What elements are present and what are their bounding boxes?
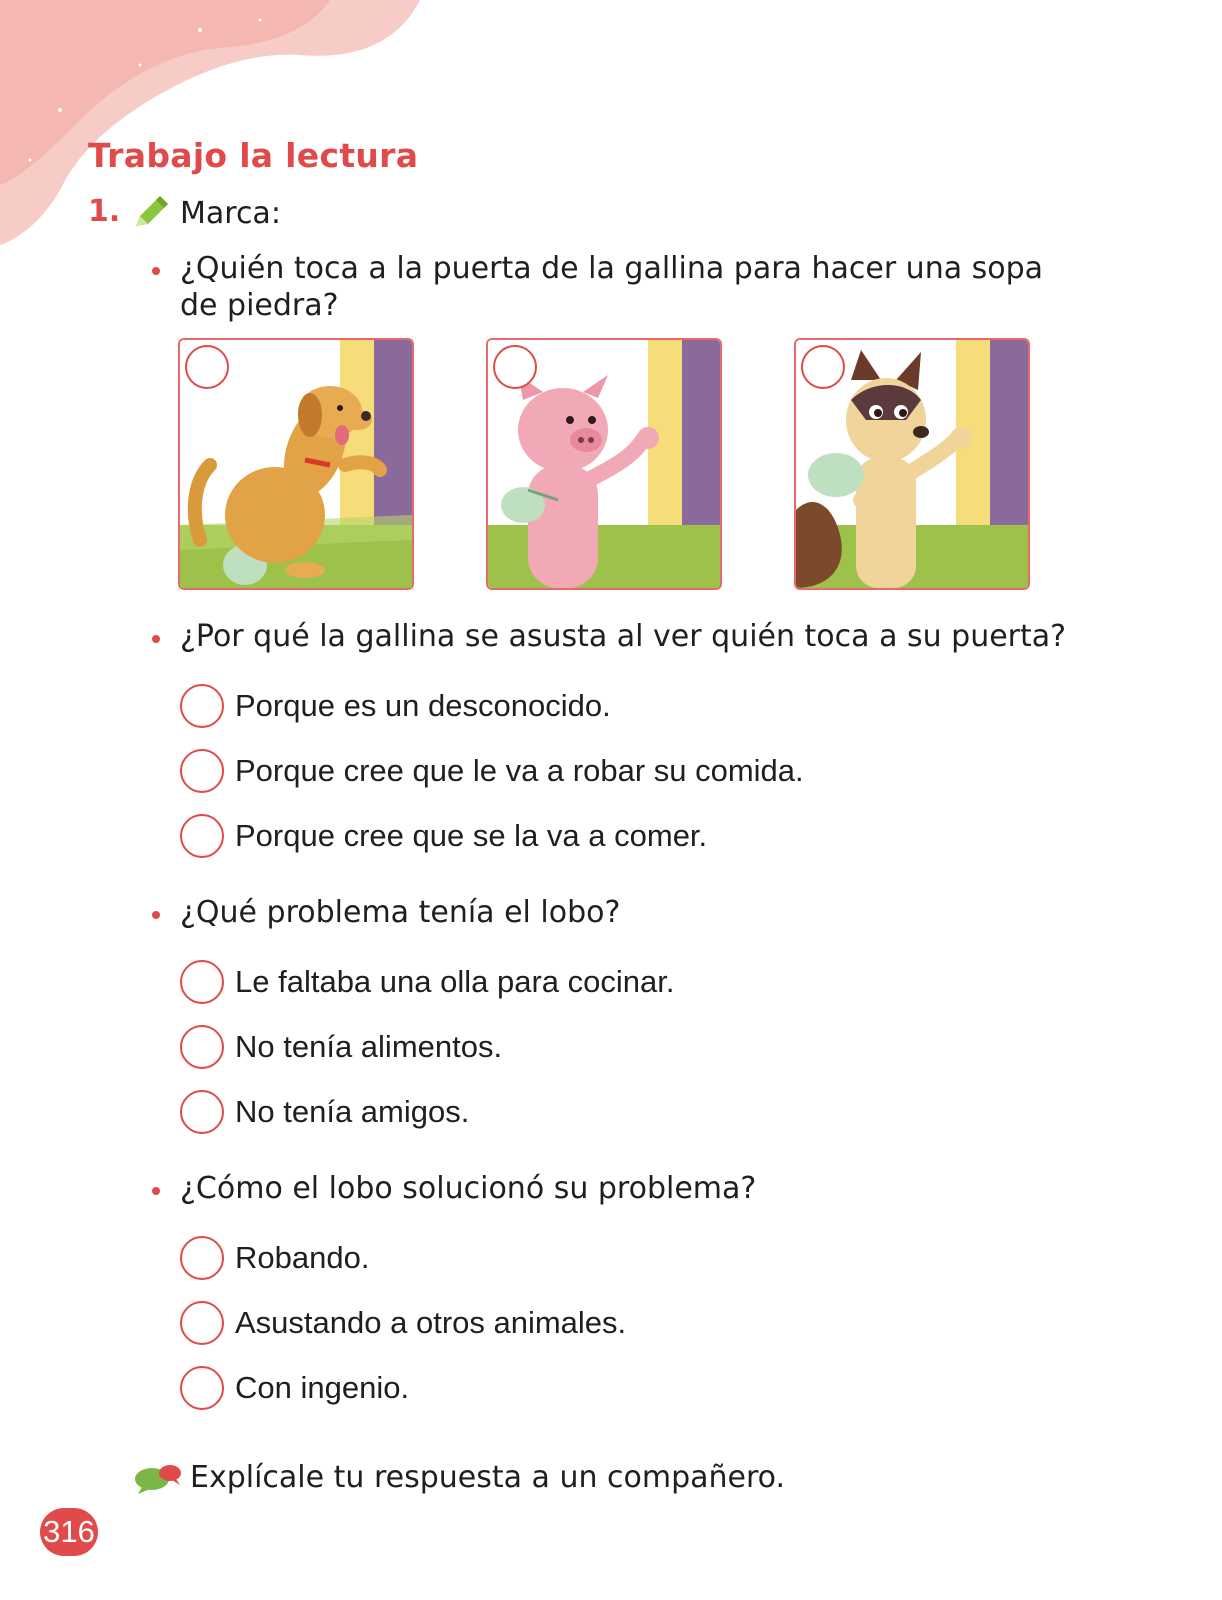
section-title: Trabajo la lectura — [88, 136, 419, 175]
option-circle[interactable] — [180, 814, 224, 858]
option-circle[interactable] — [185, 345, 229, 389]
pencil-icon — [130, 192, 172, 232]
option-circle[interactable] — [180, 1025, 224, 1069]
picture-option-wolf[interactable] — [794, 338, 1030, 590]
option-circle[interactable] — [180, 1301, 224, 1345]
question-text: ¿Qué problema tenía el lobo? — [180, 895, 621, 930]
option-circle[interactable] — [180, 684, 224, 728]
question-4 — [152, 1170, 1072, 1207]
option-circle[interactable] — [493, 345, 537, 389]
picture-option-pig[interactable] — [486, 338, 722, 590]
option-circle[interactable] — [180, 1236, 224, 1280]
bullet — [152, 267, 160, 275]
option-circle[interactable] — [180, 1090, 224, 1134]
bullet — [152, 635, 160, 643]
option-circle[interactable] — [180, 1366, 224, 1410]
option-text: Robando. — [235, 1240, 370, 1275]
exercise-number: 1. — [88, 194, 121, 229]
question-3 — [152, 894, 1072, 931]
option-circle[interactable] — [180, 960, 224, 1004]
question-text: ¿Quién toca a la puerta de la gallina para hacer una sopa de piedra? — [180, 251, 1044, 323]
option-text: Asustando a otros animales. — [235, 1305, 627, 1340]
speech-bubbles-icon — [134, 1463, 182, 1495]
option-text: Porque cree que se la va a comer. — [235, 818, 708, 853]
exercise-instruction: Marca: — [180, 196, 281, 231]
picture-option-dog[interactable] — [178, 338, 414, 590]
option-text: Le faltaba una olla para cocinar. — [235, 964, 675, 999]
question-text: ¿Cómo el lobo solucionó su problema? — [180, 1171, 757, 1206]
bullet — [152, 1187, 160, 1195]
option-text: Porque cree que le va a robar su comida. — [235, 753, 804, 788]
option-text: No tenía alimentos. — [235, 1029, 503, 1064]
option-text: No tenía amigos. — [235, 1094, 470, 1129]
question-text: ¿Por qué la gallina se asusta al ver quién toca a su puerta? — [180, 619, 1067, 654]
question-1 — [152, 250, 1072, 324]
option-text: Porque es un desconocido. — [235, 688, 611, 723]
footer-instruction: Explícale tu respuesta a un compañero. — [190, 1460, 786, 1495]
option-text: Con ingenio. — [235, 1370, 410, 1405]
page-number: 316 — [40, 1508, 98, 1556]
option-circle[interactable] — [180, 749, 224, 793]
option-circle[interactable] — [801, 345, 845, 389]
bullet — [152, 911, 160, 919]
question-2 — [152, 618, 1072, 655]
